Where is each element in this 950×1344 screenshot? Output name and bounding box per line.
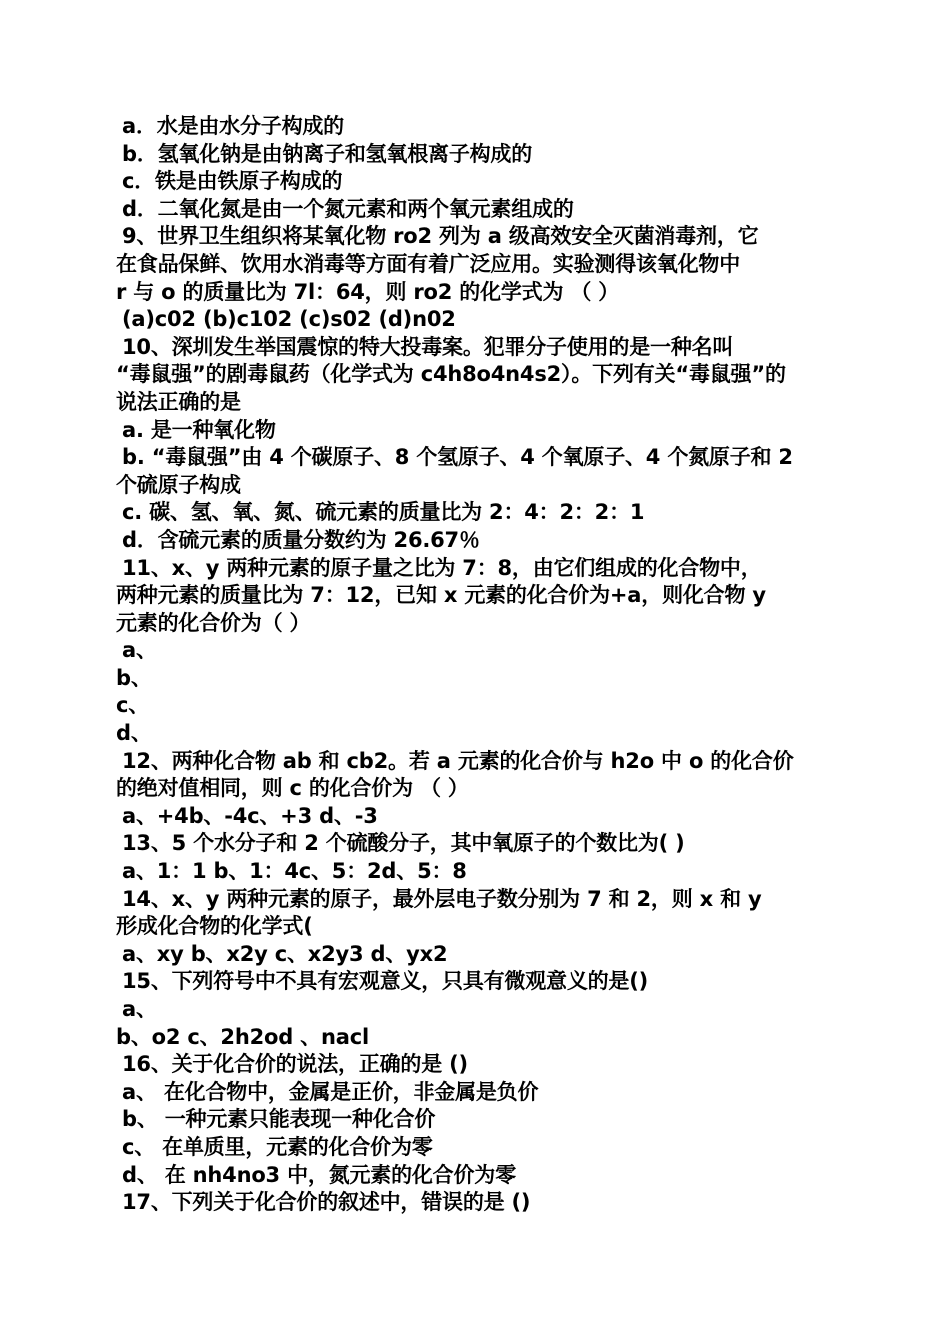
text-line: c. 碳、氢、氧、氮、硫元素的质量比为 2：4：2：2：1	[122, 500, 645, 525]
text-line: b. “毒鼠强”由 4 个碳原子、8 个氢原子、4 个氧原子、4 个氮原子和 2	[122, 445, 793, 470]
text-line: a、xy b、x2y c、x2y3 d、yx2	[122, 941, 448, 966]
text-line: b、	[116, 665, 152, 690]
text-line: b．氢氧化钠是由钠离子和氢氧根离子构成的	[122, 141, 533, 166]
text-line: b、o2 c、2h2od 、nacl	[116, 1024, 369, 1049]
text-line: a、 在化合物中，金属是正价，非金属是负价	[122, 1079, 539, 1104]
text-line: c．铁是由铁原子构成的	[122, 169, 343, 194]
text-line: 9、世界卫生组织将某氧化物 ro2 列为 a 级高效安全灭菌消毒剂，它	[122, 224, 759, 249]
text-line: “毒鼠强”的剧毒鼠药（化学式为 c4h8o4n4s2）。下列有关“毒鼠强”的	[116, 362, 786, 387]
text-line: 13、5 个水分子和 2 个硫酸分子，其中氧原子的个数比为( )	[122, 831, 685, 856]
text-line: 16、关于化合价的说法，正确的是 ()	[122, 1052, 468, 1077]
text-line: b、 一种元素只能表现一种化合价	[122, 1107, 436, 1132]
text-line: c、 在单质里，元素的化合价为零	[122, 1134, 433, 1159]
text-line: d．二氧化氮是由一个氮元素和两个氧元素组成的	[122, 196, 574, 221]
text-line: 个硫原子构成	[116, 472, 241, 497]
text-line: 12、两种化合物 ab 和 cb2。若 a 元素的化合价与 h2o 中 o 的化合价	[122, 748, 794, 773]
text-line: 两种元素的质量比为 7：12，已知 x 元素的化合价为+a，则化合物 y	[116, 583, 766, 608]
text-line: 17、下列关于化合价的叙述中，错误的是 ()	[122, 1190, 531, 1215]
text-line: r 与 o 的质量比为 7l：64，则 ro2 的化学式为 （ ）	[116, 279, 620, 304]
text-line: 10、深圳发生举国震惊的特大投毒案。犯罪分子使用的是一种名叫	[122, 334, 734, 359]
text-line: 在食品保鲜、饮用水消毒等方面有着广泛应用。实验测得该氧化物中	[116, 251, 740, 276]
text-line: 的绝对值相同，则 c 的化合价为 （ ）	[116, 776, 469, 801]
text-line: (a)c02 (b)c102 (c)s02 (d)n02	[122, 307, 456, 332]
text-line: 15、下列符号中不具有宏观意义，只具有微观意义的是()	[122, 969, 649, 994]
text-line: 说法正确的是	[116, 389, 241, 414]
text-line: a. 是一种氧化物	[122, 417, 276, 442]
text-line: a、	[122, 638, 157, 663]
document-body	[116, 113, 846, 1217]
text-line: a、	[122, 997, 157, 1021]
text-line: 形成化合物的化学式(	[116, 914, 313, 939]
text-line: d、 在 nh4no3 中，氮元素的化合价为零	[122, 1162, 516, 1187]
text-line: 11、x、y 两种元素的原子量之比为 7：8，由它们组成的化合物中，	[122, 555, 762, 580]
text-line: a、1：1 b、1：4c、5：2d、5：8	[122, 859, 467, 884]
text-line: c、	[116, 693, 150, 718]
text-line: a、+4b、-4c、+3 d、-3	[122, 803, 378, 828]
text-line: a．水是由水分子构成的	[122, 114, 344, 138]
text-line: d．含硫元素的质量分数约为 26.67％	[122, 527, 480, 552]
text-line: 14、x、y 两种元素的原子，最外层电子数分别为 7 和 2，则 x 和 y	[122, 886, 762, 911]
text-line: 元素的化合价为（ ）	[116, 610, 311, 635]
text-line: d、	[116, 721, 152, 746]
